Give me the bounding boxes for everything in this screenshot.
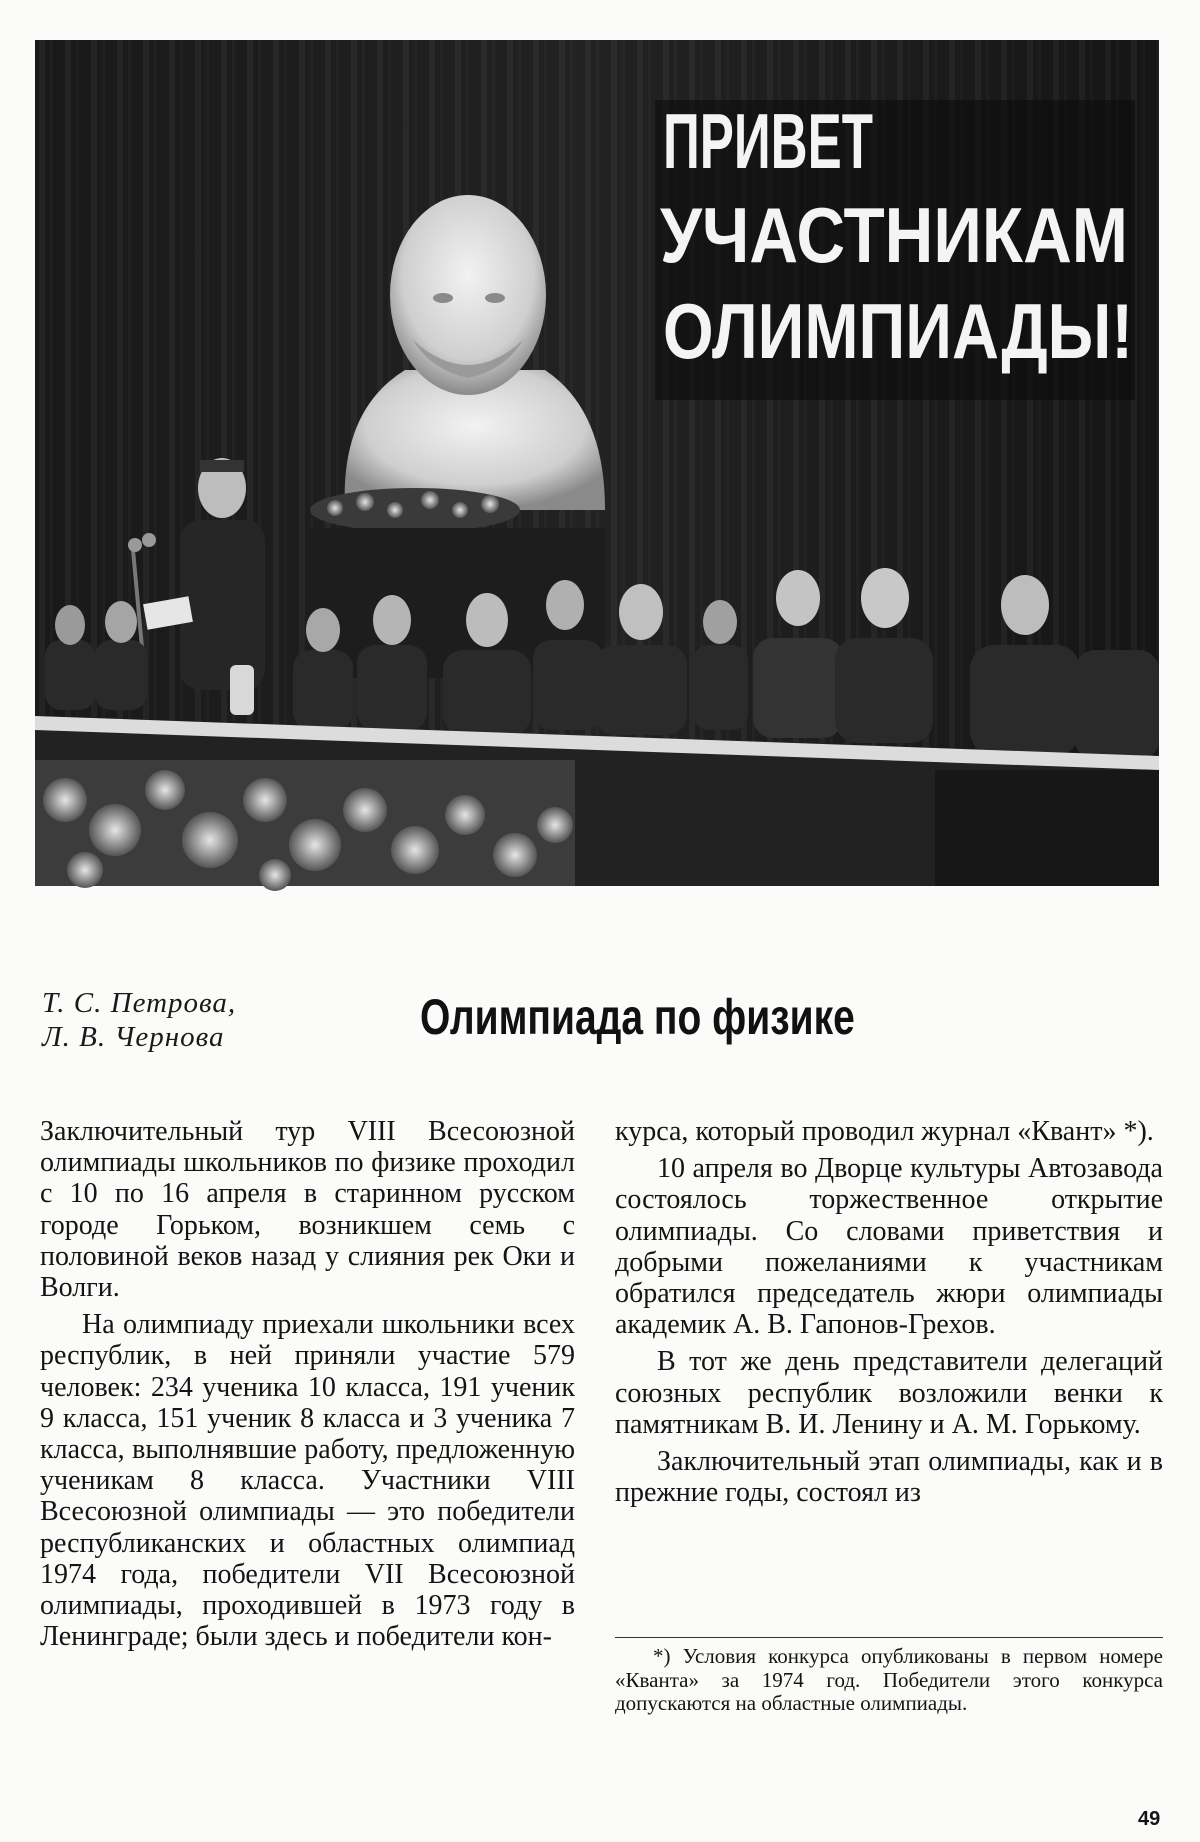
text-column-left xyxy=(40,1116,575,1652)
footnote-divider xyxy=(615,1637,1163,1638)
welcome-banner xyxy=(655,97,1135,400)
footnote xyxy=(615,1645,1163,1716)
photo-illustration xyxy=(35,40,1159,886)
paragraph: На олимпиаду приехали школьники всех республик, в ней приняли участие 579 человек: 234 ученика 10 класса, 191 ученик 9 класса, 151 ученик 8 класса и 3 ученика 7 класса, выполнявшие работу, предложенную ученикам 8 класса. Участники VIII Всесоюзной олимпиады — это победители республиканских и областных олимпиад 1974 года, победители VII Всесоюзной олимпиады, проходившей в 1973 году в Ленинграде; были здесь и победители кон- xyxy=(40,1309,575,1653)
paragraph: 10 апреля во Дворце культуры Автозавода состоялось торжественное открытие олимпиады. Со словами приветствия и добрыми пожеланиями к участникам обратился председатель жюри олимпиады академик А. В. Гапонов-Грехов. xyxy=(615,1153,1163,1341)
page-number: 49 xyxy=(1138,1808,1161,1830)
author-2: Л. В. Чернова xyxy=(42,1021,225,1053)
article-authors xyxy=(42,986,236,1054)
paragraph: курса, который проводил журнал «Квант» *). xyxy=(615,1116,1154,1147)
footnote-text: *) Условия конкурса опубликованы в первом номере «Кванта» за 1974 год. Победители этого конкурса допускаются на областные олимпиады. xyxy=(615,1644,1163,1715)
article-title: Олимпиада по физике xyxy=(420,989,855,1045)
text-column-right xyxy=(615,1116,1163,1508)
flowers-front xyxy=(35,760,575,891)
author-1: Т. С. Петрова, xyxy=(42,987,237,1019)
banner-line-3: ОЛИМПИАДЫ! xyxy=(663,287,1133,375)
flowers-top xyxy=(310,488,520,532)
event-photograph xyxy=(35,40,1159,886)
paragraph: В тот же день представители делегаций союзных республик возложили венки к памятникам В. И. Ленину и А. М. Горькому. xyxy=(615,1346,1163,1440)
banner-line-2: УЧАСТНИКАМ xyxy=(660,191,1128,279)
banner-line-1: ПРИВЕТ xyxy=(663,97,873,185)
paragraph: Заключительный этап олимпиады, как и в прежние годы, состоял из xyxy=(615,1446,1163,1509)
paragraph: Заключительный тур VIII Всесоюзной олимпиады школьников по физике проходил с 10 по 16 апреля в старинном русском городе Горьком, возникшем семь с половиной веков назад у слияния рек Оки и Волги. xyxy=(40,1116,575,1304)
